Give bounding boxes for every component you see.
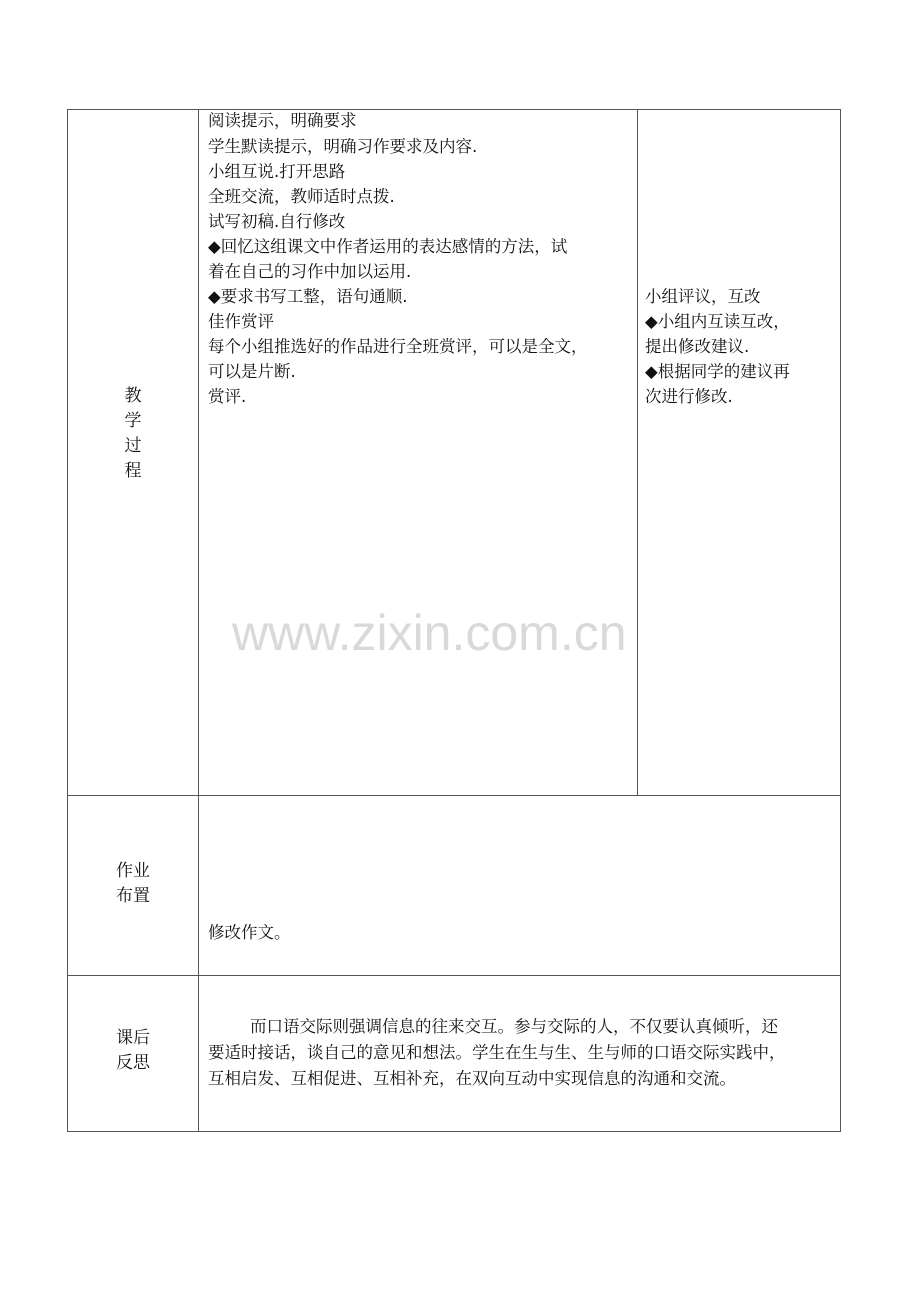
row-divider-homework-reflection [67,975,841,976]
process-label-char: 教 [124,386,142,406]
process-line: 阅读提示，明确要求 [208,111,357,130]
table-top-border [67,109,841,110]
watermark: www.zixin.com.cn [232,605,627,661]
process-label [68,384,198,484]
reflection-line: 互相启发、互相促进、互相补充，在双向互动中实现信息的沟通和交流。 [208,1069,736,1088]
process-line: 小组互说.打开思路 [208,162,346,181]
process-line: 试写初稿.自行修改 [208,212,346,231]
reflection-line: 要适时接话，谈自己的意见和想法。学生在生与生、生与师的口语交际实践中， [208,1043,786,1062]
table-left-border [67,109,68,1132]
process-line: 全班交流，教师适时点拨. [208,187,395,206]
homework-label [68,859,198,909]
process-right-line: 小组评议，互改 [645,287,761,306]
process-right-line: 次进行修改. [645,387,733,406]
process-right-line: ◆根据同学的建议再 [645,362,790,381]
table-right-border [840,109,841,1132]
reflection-line: 而口语交际则强调信息的往来交互。参与交际的人，不仅要认真倾听，还 [208,1017,778,1036]
process-line: 佳作赏评 [208,312,274,331]
process-right-line: ◆小组内互读互改， [645,312,790,331]
process-line: 可以是片断. [208,362,296,381]
process-label-char: 程 [124,461,142,481]
process-label-char: 过 [124,436,142,456]
homework-content: 修改作文。 [208,923,291,942]
process-line: 着在自己的习作中加以运用. [208,262,412,281]
process-inner-divider [637,109,638,796]
process-label-char: 学 [124,411,142,431]
process-line: ◆回忆这组课文中作者运用的表达感情的方法，试 [208,237,568,256]
table-bottom-border [67,1131,841,1132]
process-line: 每个小组推选好的作品进行全班赏评，可以是全文， [208,337,588,356]
process-line: 学生默读提示，明确习作要求及内容. [208,137,478,156]
reflection-label-line: 反思 [116,1053,150,1073]
homework-label-line: 布置 [116,886,150,906]
reflection-label [68,1026,198,1076]
process-line: 赏评. [208,387,247,406]
process-line: ◆要求书写工整，语句通顺. [208,287,408,306]
label-column-divider [198,109,199,1132]
process-right-line: 提出修改建议. [645,337,750,356]
homework-label-line: 作业 [116,861,150,881]
reflection-label-line: 课后 [116,1028,150,1048]
row-divider-process-homework [67,795,841,796]
